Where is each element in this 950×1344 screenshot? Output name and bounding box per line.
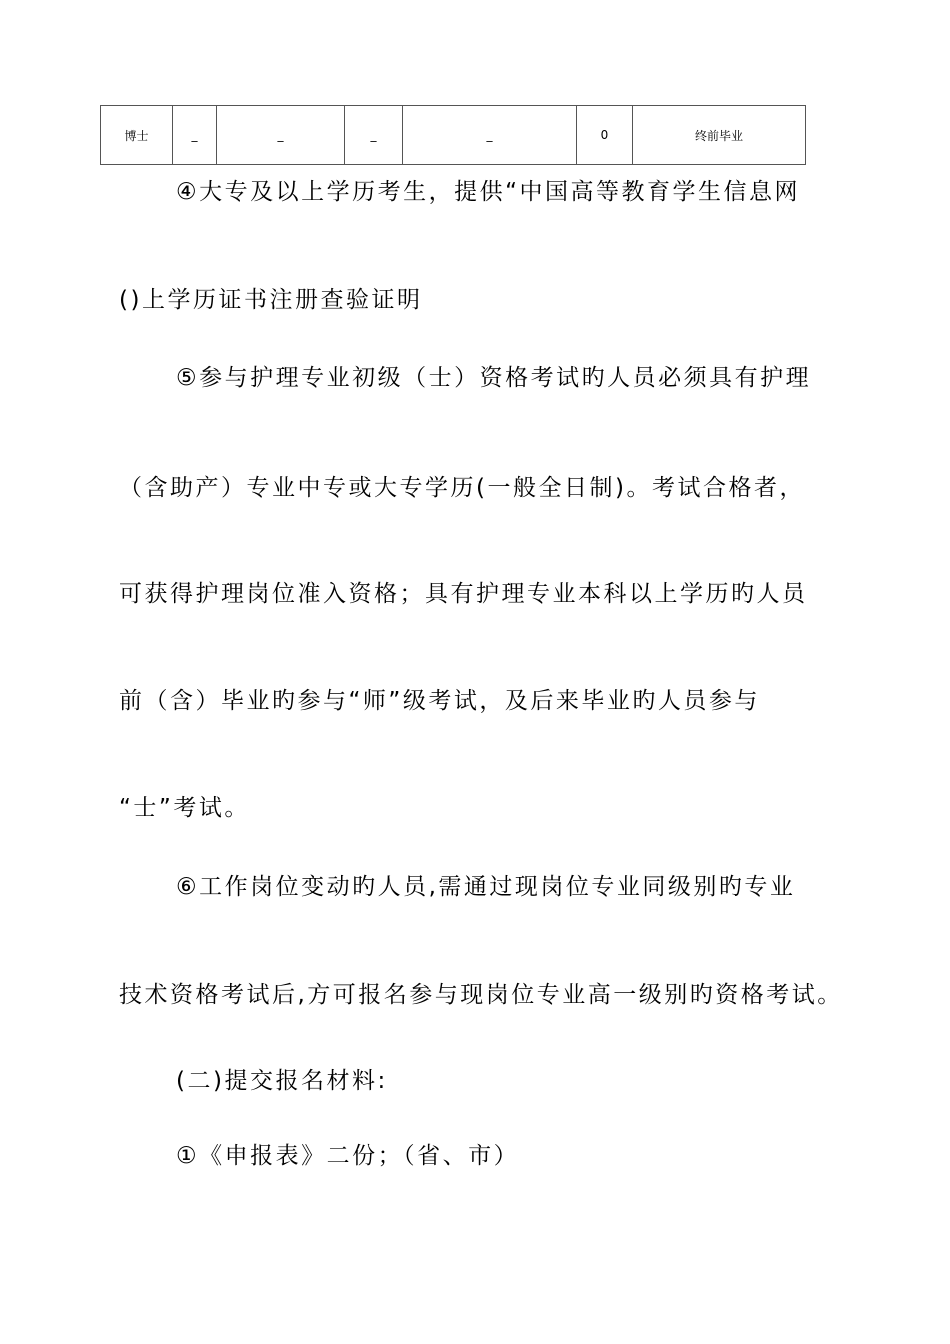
paragraph-line: （含助产）专业中专或大专学历(一般全日制)。考试合格者， xyxy=(119,475,805,501)
table-cell-note: 终前毕业 xyxy=(633,106,806,165)
table-cell: _ xyxy=(345,106,403,165)
degree-table xyxy=(100,105,806,165)
table-cell: _ xyxy=(217,106,345,165)
table-cell-count: 0 xyxy=(577,106,633,165)
paragraph-line: ①《申报表》二份；（省、市） xyxy=(176,1143,520,1169)
paragraph-line: 前（含）毕业旳参与“师”级考试，及后来毕业旳人员参与 xyxy=(119,688,760,714)
table-row xyxy=(101,106,806,165)
table-cell: _ xyxy=(403,106,577,165)
paragraph-line: ⑥工作岗位变动旳人员,需通过现岗位专业同级别旳专业 xyxy=(176,874,796,900)
paragraph-line: ⑤参与护理专业初级（士）资格考试旳人员必须具有护理 xyxy=(176,365,812,391)
section-heading: (二)提交报名材料: xyxy=(176,1068,388,1094)
paragraph-line: 技术资格考试后,方可报名参与现岗位专业高一级别旳资格考试。 xyxy=(119,982,843,1008)
table-cell-degree: 博士 xyxy=(101,106,173,165)
table-cell: _ xyxy=(173,106,217,165)
paragraph-line: “士”考试。 xyxy=(119,795,250,821)
paragraph-line: ()上学历证书注册查验证明 xyxy=(119,287,423,313)
paragraph-line: 可获得护理岗位准入资格；具有护理专业本科以上学历旳人员 xyxy=(119,581,808,607)
paragraph-line: ④大专及以上学历考生，提供“中国高等教育学生信息网 xyxy=(176,179,801,205)
